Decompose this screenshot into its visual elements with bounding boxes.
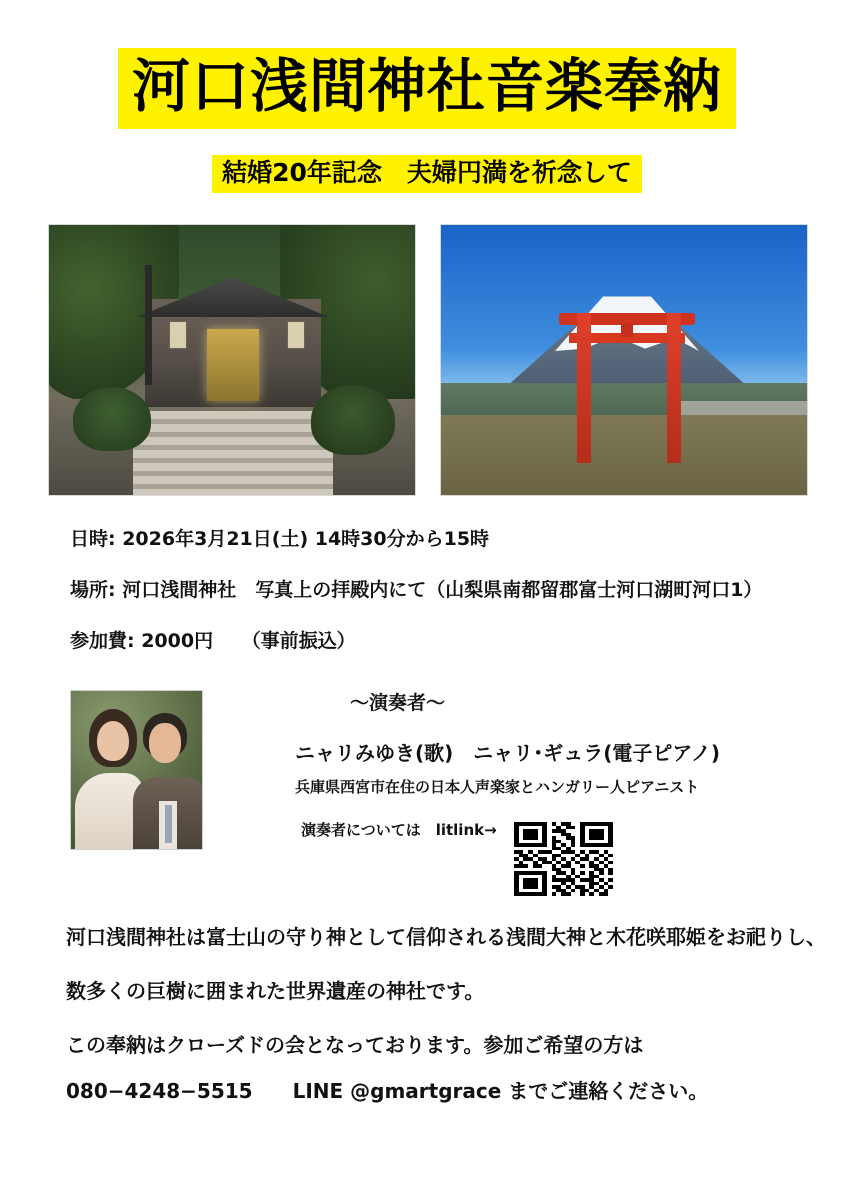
performer-text (275, 688, 835, 840)
torii-pillar-right (667, 313, 681, 463)
fuji-torii-photo (440, 224, 808, 496)
performer-description: 兵庫県西宮市在住の日本人声楽家とハンガリー人ピアニスト (295, 778, 700, 796)
shrine-photo (48, 224, 416, 496)
subtitle-container (0, 155, 854, 193)
performer-heading: 〜演奏者〜 (350, 692, 446, 714)
description-line-2: 数多くの巨樹に囲まれた世界遺産の神社です。 (66, 979, 485, 1003)
page-title: 河口浅間神社音楽奉納 (118, 48, 736, 129)
lantern-right-icon (287, 321, 305, 349)
performer-section (70, 688, 830, 888)
performer-man-face (149, 723, 181, 763)
info-venue: 場所: 河口浅間神社 写真上の拝殿内にて（山梨県南都留郡富士河口湖町河口1） (70, 578, 763, 601)
shrine-door (207, 329, 259, 401)
event-info (70, 528, 830, 680)
description-line-3: この奉納はクローズドの会となっております。参加ご希望の方は (66, 1033, 644, 1057)
torii-pillar-left (577, 313, 591, 463)
foreground-field (441, 415, 807, 495)
performer-man-tie (165, 805, 172, 843)
description-section (66, 925, 854, 1133)
performer-link-label: 演奏者については litlink→ (301, 821, 497, 839)
description-line-1: 河口浅間神社は富士山の守り神として信仰される浅間大神と木花咲耶姫をお祀りし、 (66, 925, 826, 949)
bush-left-icon (73, 387, 151, 451)
lantern-left-icon (169, 321, 187, 349)
photo-row (48, 224, 808, 496)
title-container (0, 48, 854, 129)
performer-names: ニャリみゆき(歌) ニャリ･ギュラ(電子ピアノ) (295, 741, 720, 765)
contact-line: 080−4248−5515 LINE @gmartgrace までご連絡ください。 (66, 1079, 709, 1103)
performer-woman-face (97, 721, 129, 761)
shrine-steps (133, 411, 333, 495)
info-datetime: 日時: 2026年3月21日(土) 14時30分から15時 (70, 528, 490, 550)
litlink-qr-code[interactable] (512, 820, 615, 898)
page-subtitle: 結婚20年記念 夫婦円満を祈念して (212, 155, 642, 193)
performer-photo (70, 690, 203, 850)
shrine-post (145, 265, 152, 385)
info-fee: 参加費: 2000円 （事前振込） (70, 629, 356, 652)
qr-grid (514, 822, 613, 896)
bush-right-icon (311, 385, 395, 455)
torii-center-block (621, 323, 633, 337)
